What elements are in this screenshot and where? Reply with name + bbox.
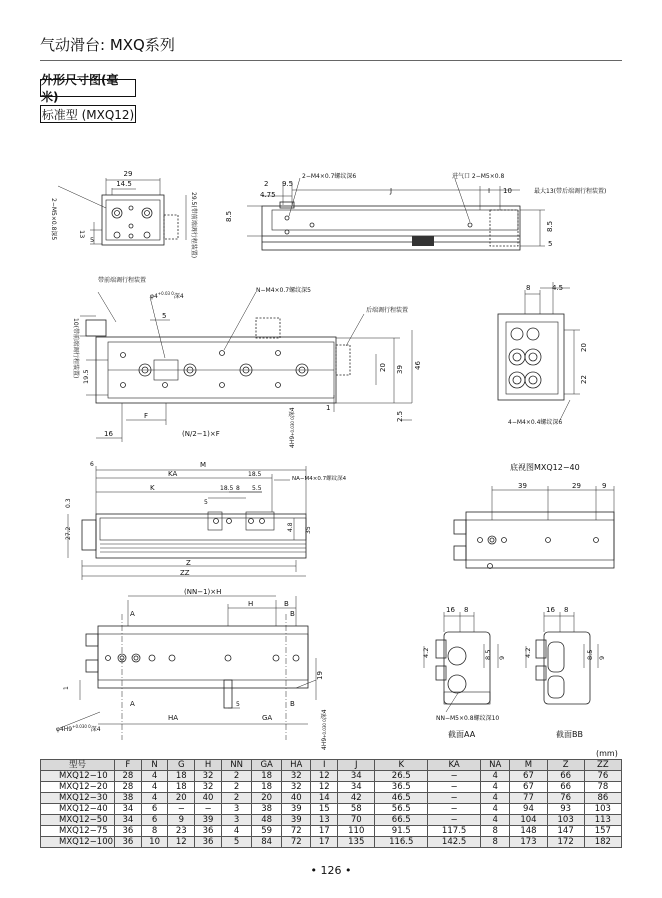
stroke-max-note: 最大13(带后端调行程装置) bbox=[534, 188, 607, 195]
bb-8: 8 bbox=[564, 606, 569, 614]
table-cell: 4 bbox=[141, 771, 168, 782]
table-cell: 36 bbox=[195, 826, 222, 837]
table-unit: (mm) bbox=[596, 749, 618, 758]
table-cell: − bbox=[168, 804, 195, 815]
dim-29: 29 bbox=[123, 170, 133, 178]
front-adj-note: 带前端调行程装置 bbox=[98, 277, 147, 284]
table-cell: 4 bbox=[221, 826, 251, 837]
side-view-top bbox=[247, 178, 545, 250]
table-cell: 32 bbox=[195, 771, 222, 782]
dim-13: 13 bbox=[78, 230, 86, 239]
dim-27-2: 27.2 bbox=[65, 526, 72, 540]
dim-2: 2 bbox=[264, 180, 269, 188]
table-cell: 38 bbox=[252, 804, 282, 815]
thread-m4-note: 2−M4×0.7螺纹深6 bbox=[302, 173, 357, 180]
dim-39: 39 bbox=[396, 365, 404, 374]
pin-bottom-note: $\varphi 4H9^{+0.030 0}$深4 bbox=[56, 724, 101, 733]
dim-Z: Z bbox=[186, 559, 191, 567]
pin-hole-top: $\varphi 4^{+0.03 0}$深4 bbox=[150, 291, 184, 300]
dim-5-5: 5.5 bbox=[252, 485, 262, 492]
table-cell: 36 bbox=[115, 837, 142, 848]
table-cell: 17 bbox=[311, 837, 338, 848]
table-cell: 39 bbox=[195, 815, 222, 826]
table-cell: 32 bbox=[195, 782, 222, 793]
table-cell: 17 bbox=[311, 826, 338, 837]
aa-8: 8 bbox=[464, 606, 469, 614]
dim-GA: GA bbox=[262, 714, 273, 722]
table-cell: 8 bbox=[481, 837, 510, 848]
dim-4-8: 4.8 bbox=[287, 522, 294, 532]
table-header-cell: HA bbox=[282, 760, 311, 771]
table-cell: 4 bbox=[141, 782, 168, 793]
aa-caption: 截面AA bbox=[448, 730, 476, 739]
page-header-title: 气动滑台: MXQ系列 bbox=[40, 36, 175, 54]
table-cell: 3 bbox=[221, 815, 251, 826]
table-cell: 157 bbox=[584, 826, 621, 837]
bv-39: 39 bbox=[518, 482, 527, 490]
table-cell: 15 bbox=[311, 804, 338, 815]
dim-8-5-right: 8.5 bbox=[546, 220, 554, 232]
table-cell: − bbox=[428, 793, 481, 804]
dim-nn-h: (NN−1)×H bbox=[184, 588, 222, 596]
table-cell: 66 bbox=[547, 782, 584, 793]
table-cell: 86 bbox=[584, 793, 621, 804]
table-cell: 34 bbox=[338, 771, 375, 782]
dim-M: M bbox=[200, 461, 207, 469]
dim-20: 20 bbox=[379, 363, 387, 372]
dim-1: 1 bbox=[326, 404, 331, 412]
table-cell: 4 bbox=[141, 793, 168, 804]
thread-m4-side-note: 4−M4×0.4螺纹深6 bbox=[508, 419, 563, 426]
table-row bbox=[41, 804, 622, 815]
table-cell: 18 bbox=[168, 782, 195, 793]
dim-B-top: B bbox=[284, 600, 289, 608]
table-cell: 32 bbox=[282, 771, 311, 782]
dim-1-bottom: 1 bbox=[63, 686, 70, 690]
bb-16: 16 bbox=[546, 606, 555, 614]
na-m4-note: NA−M4×0.7螺纹深4 bbox=[292, 476, 347, 482]
table-cell: 59 bbox=[252, 826, 282, 837]
table-cell: 67 bbox=[510, 771, 547, 782]
bb-9: 9 bbox=[598, 655, 606, 660]
table-cell: 104 bbox=[510, 815, 547, 826]
dim-19: 19 bbox=[316, 671, 324, 680]
dimension-table bbox=[40, 759, 622, 848]
dim-5-top: 5 bbox=[162, 312, 167, 320]
table-cell: 72 bbox=[282, 826, 311, 837]
table-cell: 40 bbox=[282, 793, 311, 804]
table-cell: 42 bbox=[338, 793, 375, 804]
table-row bbox=[41, 826, 622, 837]
top-view-main bbox=[80, 292, 412, 442]
table-cell: 2 bbox=[221, 782, 251, 793]
table-cell: 18 bbox=[252, 782, 282, 793]
table-cell: 10 bbox=[141, 837, 168, 848]
table-cell: 14 bbox=[311, 793, 338, 804]
table-cell: 34 bbox=[115, 804, 142, 815]
table-header-cell: N bbox=[141, 760, 168, 771]
table-cell: 147 bbox=[547, 826, 584, 837]
table-cell: 5 bbox=[221, 837, 251, 848]
table-cell: 4 bbox=[481, 771, 510, 782]
table-cell: 84 bbox=[252, 837, 282, 848]
table-cell: MXQ12−40 bbox=[41, 804, 115, 815]
dim-J: J bbox=[390, 187, 393, 195]
table-cell: 46.5 bbox=[375, 793, 428, 804]
aa-thread-note: NN−M5×0.8螺纹深10 bbox=[436, 715, 500, 722]
table-cell: 12 bbox=[311, 771, 338, 782]
table-cell: 173 bbox=[510, 837, 547, 848]
rear-adj-note: 后端调行程装置 bbox=[366, 307, 409, 314]
pin-bottom-right-note: 4H9+0.030 0深4 bbox=[321, 709, 328, 750]
table-cell: 38 bbox=[115, 793, 142, 804]
table-cell: 93 bbox=[547, 804, 584, 815]
table-cell: 28 bbox=[115, 771, 142, 782]
table-cell: − bbox=[195, 804, 222, 815]
dim-4-5: 4.5 bbox=[552, 284, 564, 292]
port-m5-note: 进气口 2−M5×0.8 bbox=[452, 173, 505, 180]
table-header-cell: NA bbox=[481, 760, 510, 771]
table-cell: − bbox=[428, 771, 481, 782]
dim-5-left: 5 bbox=[90, 236, 95, 244]
table-cell: − bbox=[428, 782, 481, 793]
dim-6: 6 bbox=[90, 461, 94, 468]
table-cell: 66.5 bbox=[375, 815, 428, 826]
thread-nm4-note: N−M4×0.7螺纹深5 bbox=[256, 287, 311, 294]
table-cell: 12 bbox=[311, 782, 338, 793]
table-cell: 40 bbox=[195, 793, 222, 804]
table-cell: 13 bbox=[311, 815, 338, 826]
aa-16: 16 bbox=[446, 606, 455, 614]
dim-10: 10 bbox=[503, 187, 512, 195]
dim-H: H bbox=[248, 600, 254, 608]
dim-K: K bbox=[150, 484, 155, 492]
dim-2-5: 2.5 bbox=[396, 410, 404, 422]
table-header-cell: J bbox=[338, 760, 375, 771]
table-cell: 135 bbox=[338, 837, 375, 848]
table-header-cell: 型号 bbox=[41, 760, 115, 771]
table-cell: 20 bbox=[252, 793, 282, 804]
table-header-cell: G bbox=[168, 760, 195, 771]
section-A-bottom: A bbox=[130, 700, 135, 708]
table-cell: 142.5 bbox=[428, 837, 481, 848]
table-cell: MXQ12−50 bbox=[41, 815, 115, 826]
table-header-cell: ZZ bbox=[584, 760, 621, 771]
table-cell: 20 bbox=[168, 793, 195, 804]
table-cell: 4 bbox=[481, 782, 510, 793]
table-header-row bbox=[41, 760, 622, 771]
section-subtitle: 标准型 (MXQ12) bbox=[40, 105, 136, 123]
dim-16: 16 bbox=[104, 430, 113, 438]
aa-4-2: 4.2 bbox=[422, 647, 430, 658]
table-cell: 4 bbox=[481, 815, 510, 826]
table-header-cell: NN bbox=[221, 760, 251, 771]
table-cell: MXQ12−20 bbox=[41, 782, 115, 793]
dim-19-5: 19.5 bbox=[82, 369, 90, 384]
table-cell: 36 bbox=[195, 837, 222, 848]
table-cell: 172 bbox=[547, 837, 584, 848]
table-cell: 2 bbox=[221, 771, 251, 782]
table-row bbox=[41, 793, 622, 804]
table-cell: 28 bbox=[115, 782, 142, 793]
aa-9: 9 bbox=[498, 655, 506, 660]
table-cell: 67 bbox=[510, 782, 547, 793]
bb-4-2: 4.2 bbox=[524, 647, 532, 658]
section-B-bottom: B bbox=[290, 700, 295, 708]
table-cell: 76 bbox=[584, 771, 621, 782]
table-cell: 66 bbox=[547, 771, 584, 782]
dim-8-5-left: 8.5 bbox=[225, 210, 233, 222]
table-cell: 77 bbox=[510, 793, 547, 804]
dim-18-5-b: 18.5 bbox=[220, 485, 234, 492]
table-cell: MXQ12−75 bbox=[41, 826, 115, 837]
table-cell: 103 bbox=[584, 804, 621, 815]
bv-29: 29 bbox=[572, 482, 581, 490]
table-cell: 3 bbox=[221, 804, 251, 815]
table-cell: MXQ12−10 bbox=[41, 771, 115, 782]
table-header-cell: GA bbox=[252, 760, 282, 771]
table-cell: 18 bbox=[252, 771, 282, 782]
table-cell: 94 bbox=[510, 804, 547, 815]
dim-14-5: 14.5 bbox=[116, 180, 132, 188]
table-header-cell: Z bbox=[547, 760, 584, 771]
table-cell: 34 bbox=[338, 782, 375, 793]
table-header-cell: H bbox=[195, 760, 222, 771]
table-cell: 4 bbox=[481, 804, 510, 815]
section-A-top: A bbox=[130, 610, 135, 618]
table-cell: 6 bbox=[141, 815, 168, 826]
dim-5-mid: 5 bbox=[204, 499, 208, 506]
bottom-view-title: 底视图MXQ12−40 bbox=[510, 463, 580, 472]
table-cell: 34 bbox=[115, 815, 142, 826]
table-cell: 8 bbox=[141, 826, 168, 837]
aa-8-5: 8.5 bbox=[484, 649, 492, 660]
dim-HA: HA bbox=[168, 714, 179, 722]
formula-n2f: (N/2−1)×F bbox=[182, 430, 220, 438]
dim-46: 46 bbox=[414, 361, 422, 370]
bb-8-5: 8.5 bbox=[586, 649, 594, 660]
end-adj-side-note: 29.5(带前端调行程装置) bbox=[190, 192, 197, 259]
table-cell: − bbox=[428, 804, 481, 815]
table-cell: MXQ12−100 bbox=[41, 837, 115, 848]
table-cell: 117.5 bbox=[428, 826, 481, 837]
bottom-view-main bbox=[60, 596, 316, 740]
table-row bbox=[41, 782, 622, 793]
table-header-cell: KA bbox=[428, 760, 481, 771]
page-number: • 126 • bbox=[310, 864, 352, 877]
table-cell: 103 bbox=[547, 815, 584, 826]
table-row bbox=[41, 771, 622, 782]
table-cell: 32 bbox=[282, 782, 311, 793]
table-header-cell: F bbox=[115, 760, 142, 771]
table-cell: 116.5 bbox=[375, 837, 428, 848]
table-cell: 18 bbox=[168, 771, 195, 782]
table-cell: 8 bbox=[481, 826, 510, 837]
table-cell: − bbox=[428, 815, 481, 826]
table-cell: 39 bbox=[282, 804, 311, 815]
table-cell: 4 bbox=[481, 793, 510, 804]
dim-9-5: 9.5 bbox=[282, 180, 294, 188]
table-header-cell: M bbox=[510, 760, 547, 771]
table-cell: 70 bbox=[338, 815, 375, 826]
dim-5-bottom: 5 bbox=[236, 701, 240, 708]
table-cell: 148 bbox=[510, 826, 547, 837]
table-cell: 110 bbox=[338, 826, 375, 837]
table-cell: 91.5 bbox=[375, 826, 428, 837]
dim-ZZ: ZZ bbox=[180, 569, 190, 577]
table-header-cell: I bbox=[311, 760, 338, 771]
section-aa-view bbox=[424, 612, 498, 712]
table-cell: 36 bbox=[115, 826, 142, 837]
table-cell: 76 bbox=[547, 793, 584, 804]
table-cell: 48 bbox=[252, 815, 282, 826]
dim-18-5-a: 18.5 bbox=[248, 471, 262, 478]
dim-35: 35 bbox=[305, 526, 312, 534]
table-row bbox=[41, 837, 622, 848]
dim-F: F bbox=[144, 412, 149, 420]
table-cell: 26.5 bbox=[375, 771, 428, 782]
table-cell: 12 bbox=[168, 837, 195, 848]
table-cell: 58 bbox=[338, 804, 375, 815]
end-view-top bbox=[58, 178, 186, 245]
table-cell: 9 bbox=[168, 815, 195, 826]
pin-vert-note: 4H9+0.030 0深4 bbox=[289, 407, 296, 448]
table-cell: 23 bbox=[168, 826, 195, 837]
dim-0-3: 0.3 bbox=[65, 498, 72, 508]
section-B-top: B bbox=[290, 610, 295, 618]
table-cell: 72 bbox=[282, 837, 311, 848]
m5-side-note: 2−M5×0.8深5 bbox=[50, 198, 57, 241]
end-view-right bbox=[498, 282, 580, 420]
table-cell: 182 bbox=[584, 837, 621, 848]
dim-22: 22 bbox=[580, 375, 588, 384]
table-cell: 39 bbox=[282, 815, 311, 826]
table-header-cell: K bbox=[375, 760, 428, 771]
dim-4-75: 4.75 bbox=[260, 191, 276, 199]
bottom-view-40 bbox=[454, 486, 614, 569]
table-cell: 56.5 bbox=[375, 804, 428, 815]
dim-20-right: 20 bbox=[580, 343, 588, 352]
table-cell: 78 bbox=[584, 782, 621, 793]
dim-I: I bbox=[488, 187, 491, 195]
table-cell: 2 bbox=[221, 793, 251, 804]
table-cell: MXQ12−30 bbox=[41, 793, 115, 804]
bv-9: 9 bbox=[602, 482, 607, 490]
bb-caption: 截面BB bbox=[556, 730, 583, 739]
dim-8-mid: 8 bbox=[236, 485, 240, 492]
table-row bbox=[41, 815, 622, 826]
section-title: 外形尺寸图(毫米) bbox=[40, 79, 136, 97]
dim-KA: KA bbox=[168, 470, 178, 478]
dim-8-right: 8 bbox=[526, 284, 531, 292]
dim-5-right: 5 bbox=[548, 240, 553, 248]
table-cell: 36.5 bbox=[375, 782, 428, 793]
dim-10-front: 10(带前端调行程装置) bbox=[72, 318, 79, 379]
table-cell: 6 bbox=[141, 804, 168, 815]
table-cell: 113 bbox=[584, 815, 621, 826]
